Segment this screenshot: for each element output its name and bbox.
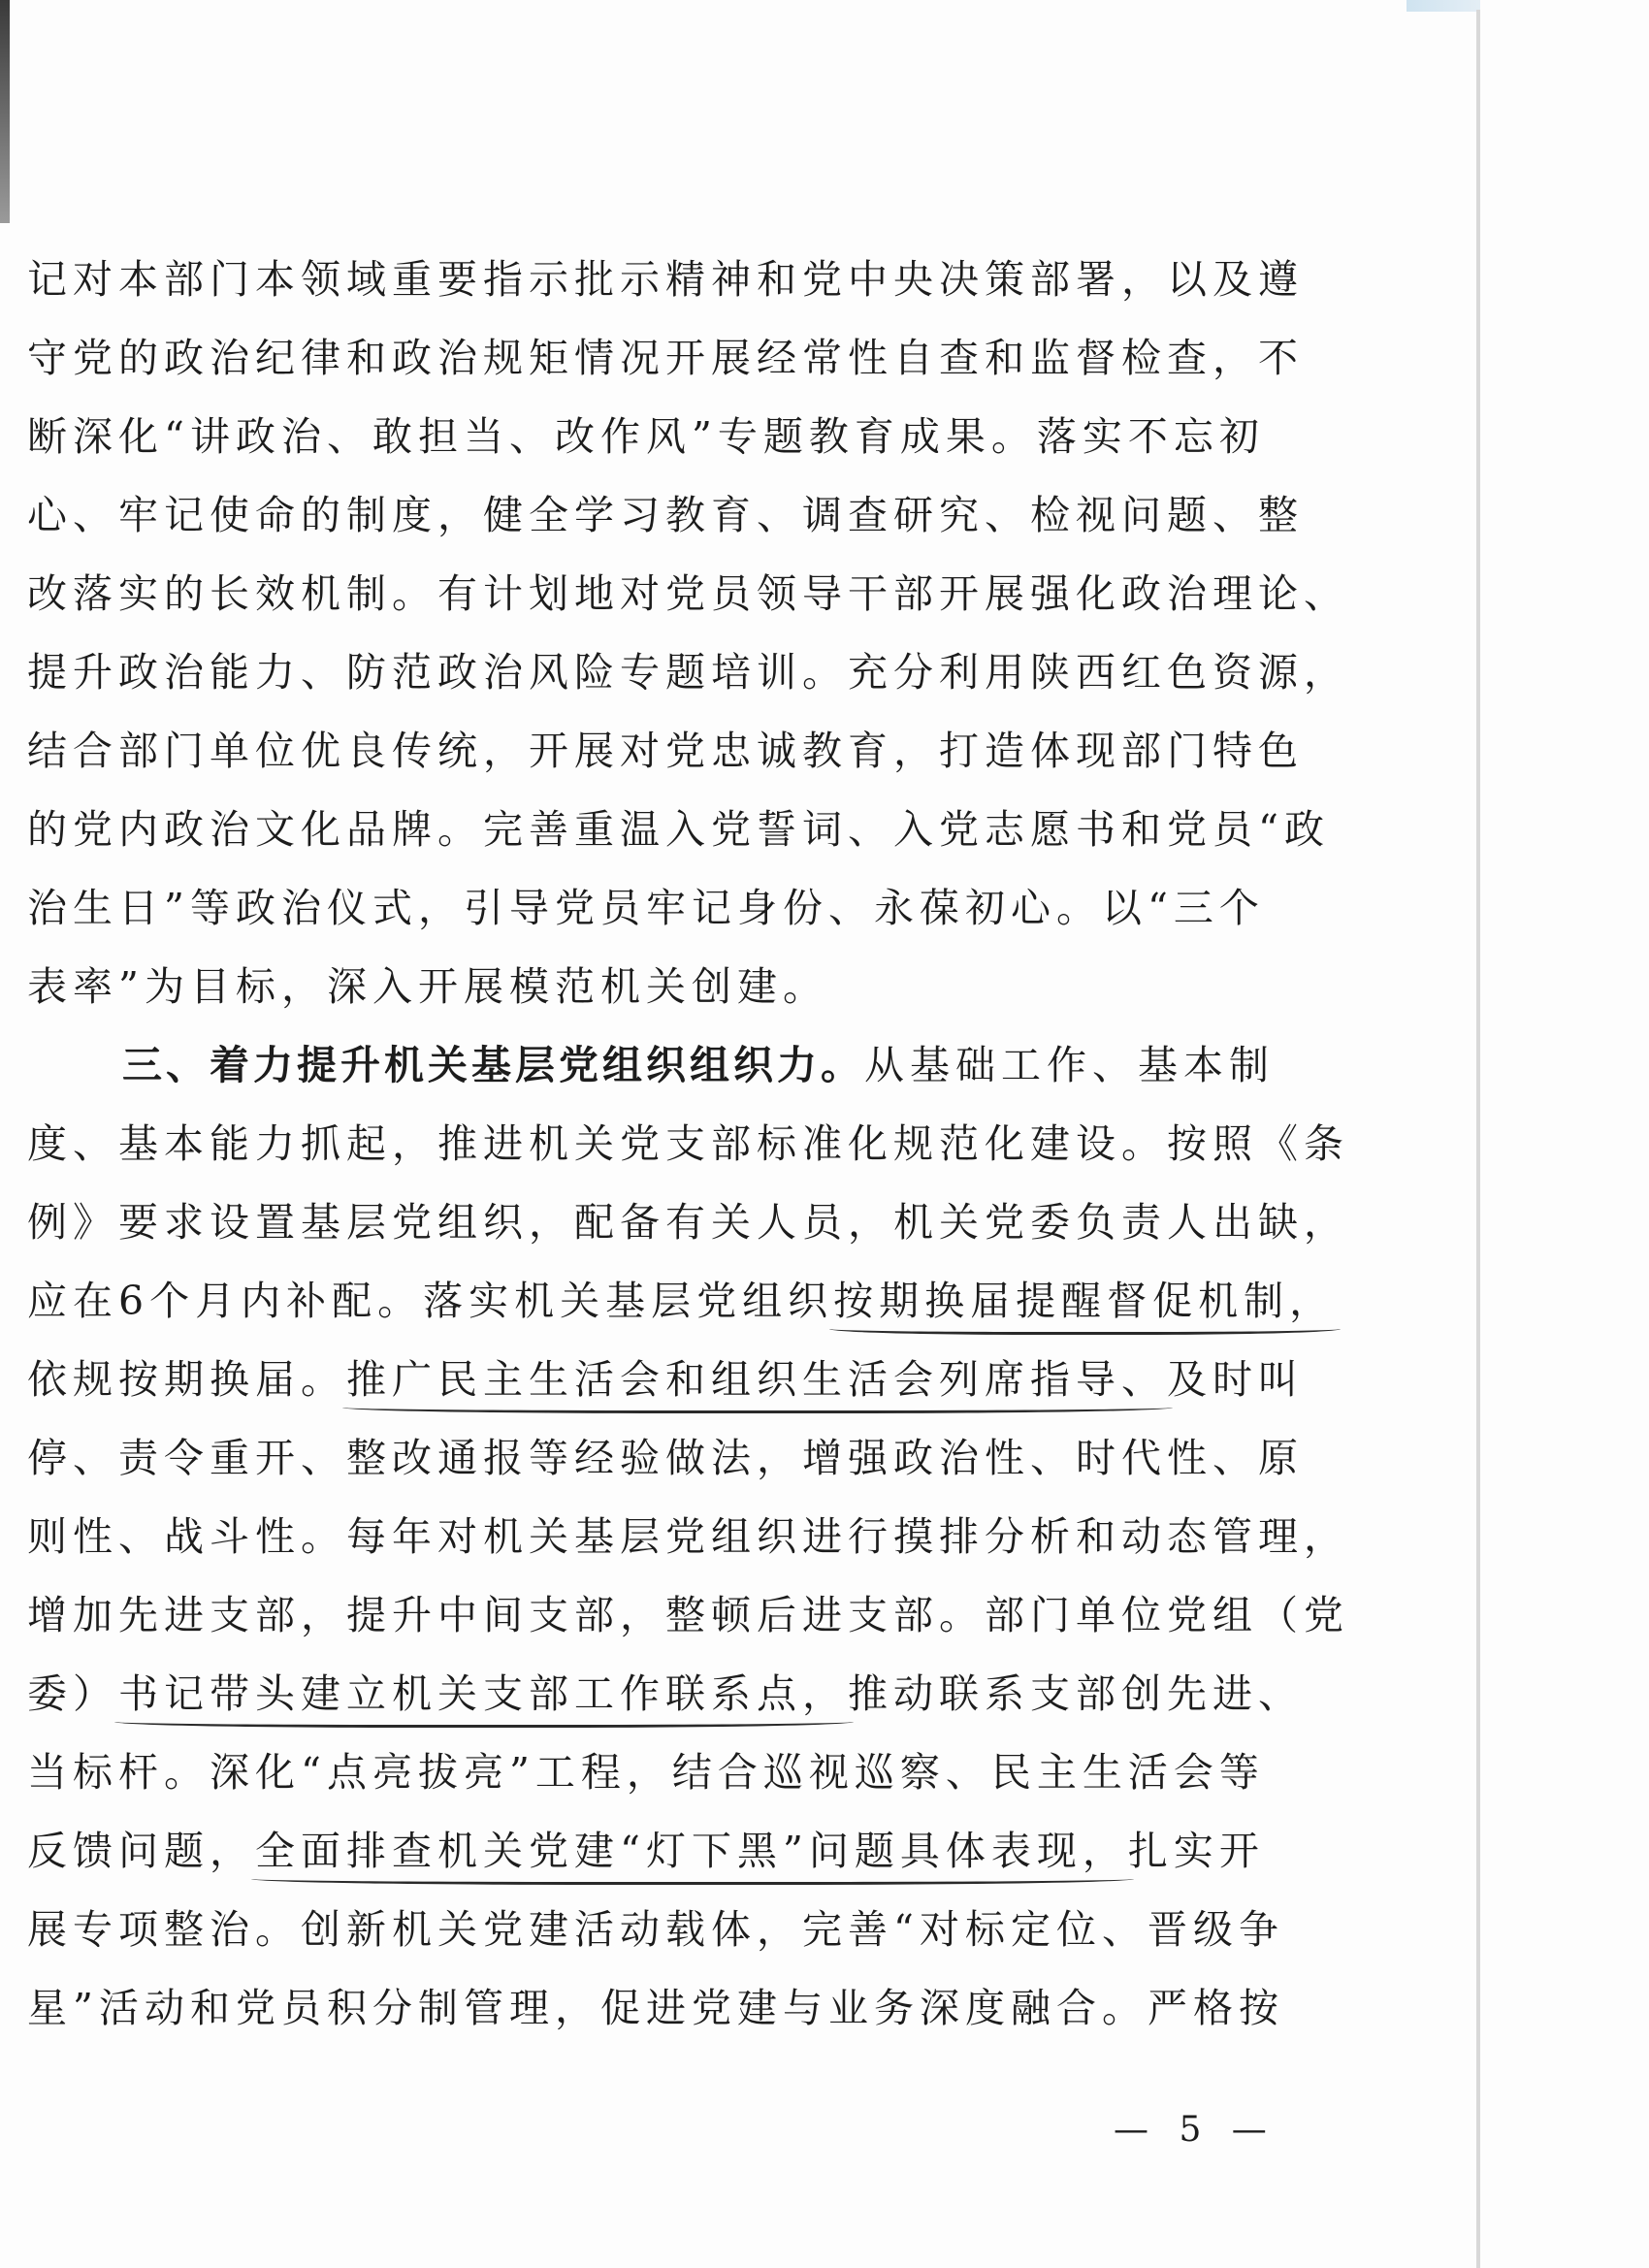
text-span: 及时叫 (1167, 1356, 1304, 1403)
text-line: 的党内政治文化品牌。完善重温入党誓词、入党志愿书和党员“政 (27, 806, 1330, 853)
text-line: 记对本部门本领域重要指示批示精神和党中央决策部署，以及遵 (27, 256, 1304, 303)
text-span: 扎实开 (1127, 1828, 1265, 1874)
handwritten-underline-text: 全面排查机关党建“灯下黑”问题具体表现， (255, 1812, 1128, 1891)
text-line: 例》要求设置基层党组织，配备有关人员，机关党委负责人出缺， (27, 1199, 1349, 1246)
text-line: 增加先进支部，提升中间支部，整顿后进支部。部门单位党组（党 (27, 1592, 1349, 1638)
text-line: 心、牢记使命的制度，健全学习教育、调查研究、检视问题、整 (27, 492, 1304, 538)
scan-edge-shadow (0, 0, 10, 223)
text-line: 治生日”等政治仪式，引导党员牢记身份、永葆初心。以“三个 (27, 885, 1265, 931)
text-line: 表率”为目标，深入开展模范机关创建。 (27, 963, 828, 1010)
text-line: 结合部门单位优良传统，开展对党忠诚教育，打造体现部门特色 (27, 728, 1304, 774)
text-line: 星”活动和党员积分制管理，促进党建与业务深度融合。严格按 (27, 1985, 1284, 2031)
text-span: 推动联系支部创先进、 (848, 1670, 1304, 1717)
text-line: 停、责令重开、整改通报等经验做法，增强政治性、时代性、原 (27, 1435, 1304, 1481)
text-line: 提升政治能力、防范政治风险专题培训。充分利用陕西红色资源， (27, 649, 1349, 696)
text-span: 反馈问题， (27, 1828, 255, 1874)
text-line: 守党的政治纪律和政治规矩情况开展经常性自查和监督检查，不 (27, 335, 1304, 381)
handwritten-underline-text: 推广民主生活会和组织生活会列席指导、 (346, 1341, 1167, 1419)
text-line (27, 1812, 1298, 1891)
text-span: 依规按期换届。 (27, 1356, 346, 1403)
text-span: 应在6个月内补配。落实机关基层党组织 (27, 1278, 834, 1324)
section-heading-line (27, 1026, 1298, 1105)
text-line: 当标杆。深化“点亮拔亮”工程，结合巡视巡察、民主生活会等 (27, 1749, 1265, 1796)
section-heading: 三、着力提升机关基层党组织组织力。 (122, 1042, 864, 1088)
scan-edge-top (1406, 0, 1480, 12)
text-line: 断深化“讲政治、敢担当、改作风”专题教育成果。落实不忘初 (27, 413, 1265, 460)
handwritten-underline-text: 书记带头建立机关支部工作联系点， (118, 1655, 848, 1733)
text-span: 委） (27, 1670, 118, 1717)
handwritten-underline-text: 按期换届提醒督促机制， (833, 1262, 1335, 1341)
text-line (27, 1262, 1336, 1341)
text-line: 则性、战斗性。每年对机关基层党组织进行摸排分析和动态管理， (27, 1513, 1349, 1560)
text-line (27, 1655, 1304, 1733)
body-text (27, 241, 1349, 2048)
text-line: 展专项整治。创新机关党建活动载体，完善“对标定位、晋级争 (27, 1906, 1284, 1953)
text-line (27, 1341, 1304, 1419)
paper-edge (1476, 10, 1480, 2268)
text-line: 度、基本能力抓起，推进机关党支部标准化规范化建设。按照《条 (27, 1120, 1349, 1167)
page-number: — 5 — (1114, 2110, 1277, 2150)
text-span: 从基础工作、基本制 (864, 1042, 1275, 1088)
text-line: 改落实的长效机制。有计划地对党员领导干部开展强化政治理论、 (27, 570, 1349, 617)
